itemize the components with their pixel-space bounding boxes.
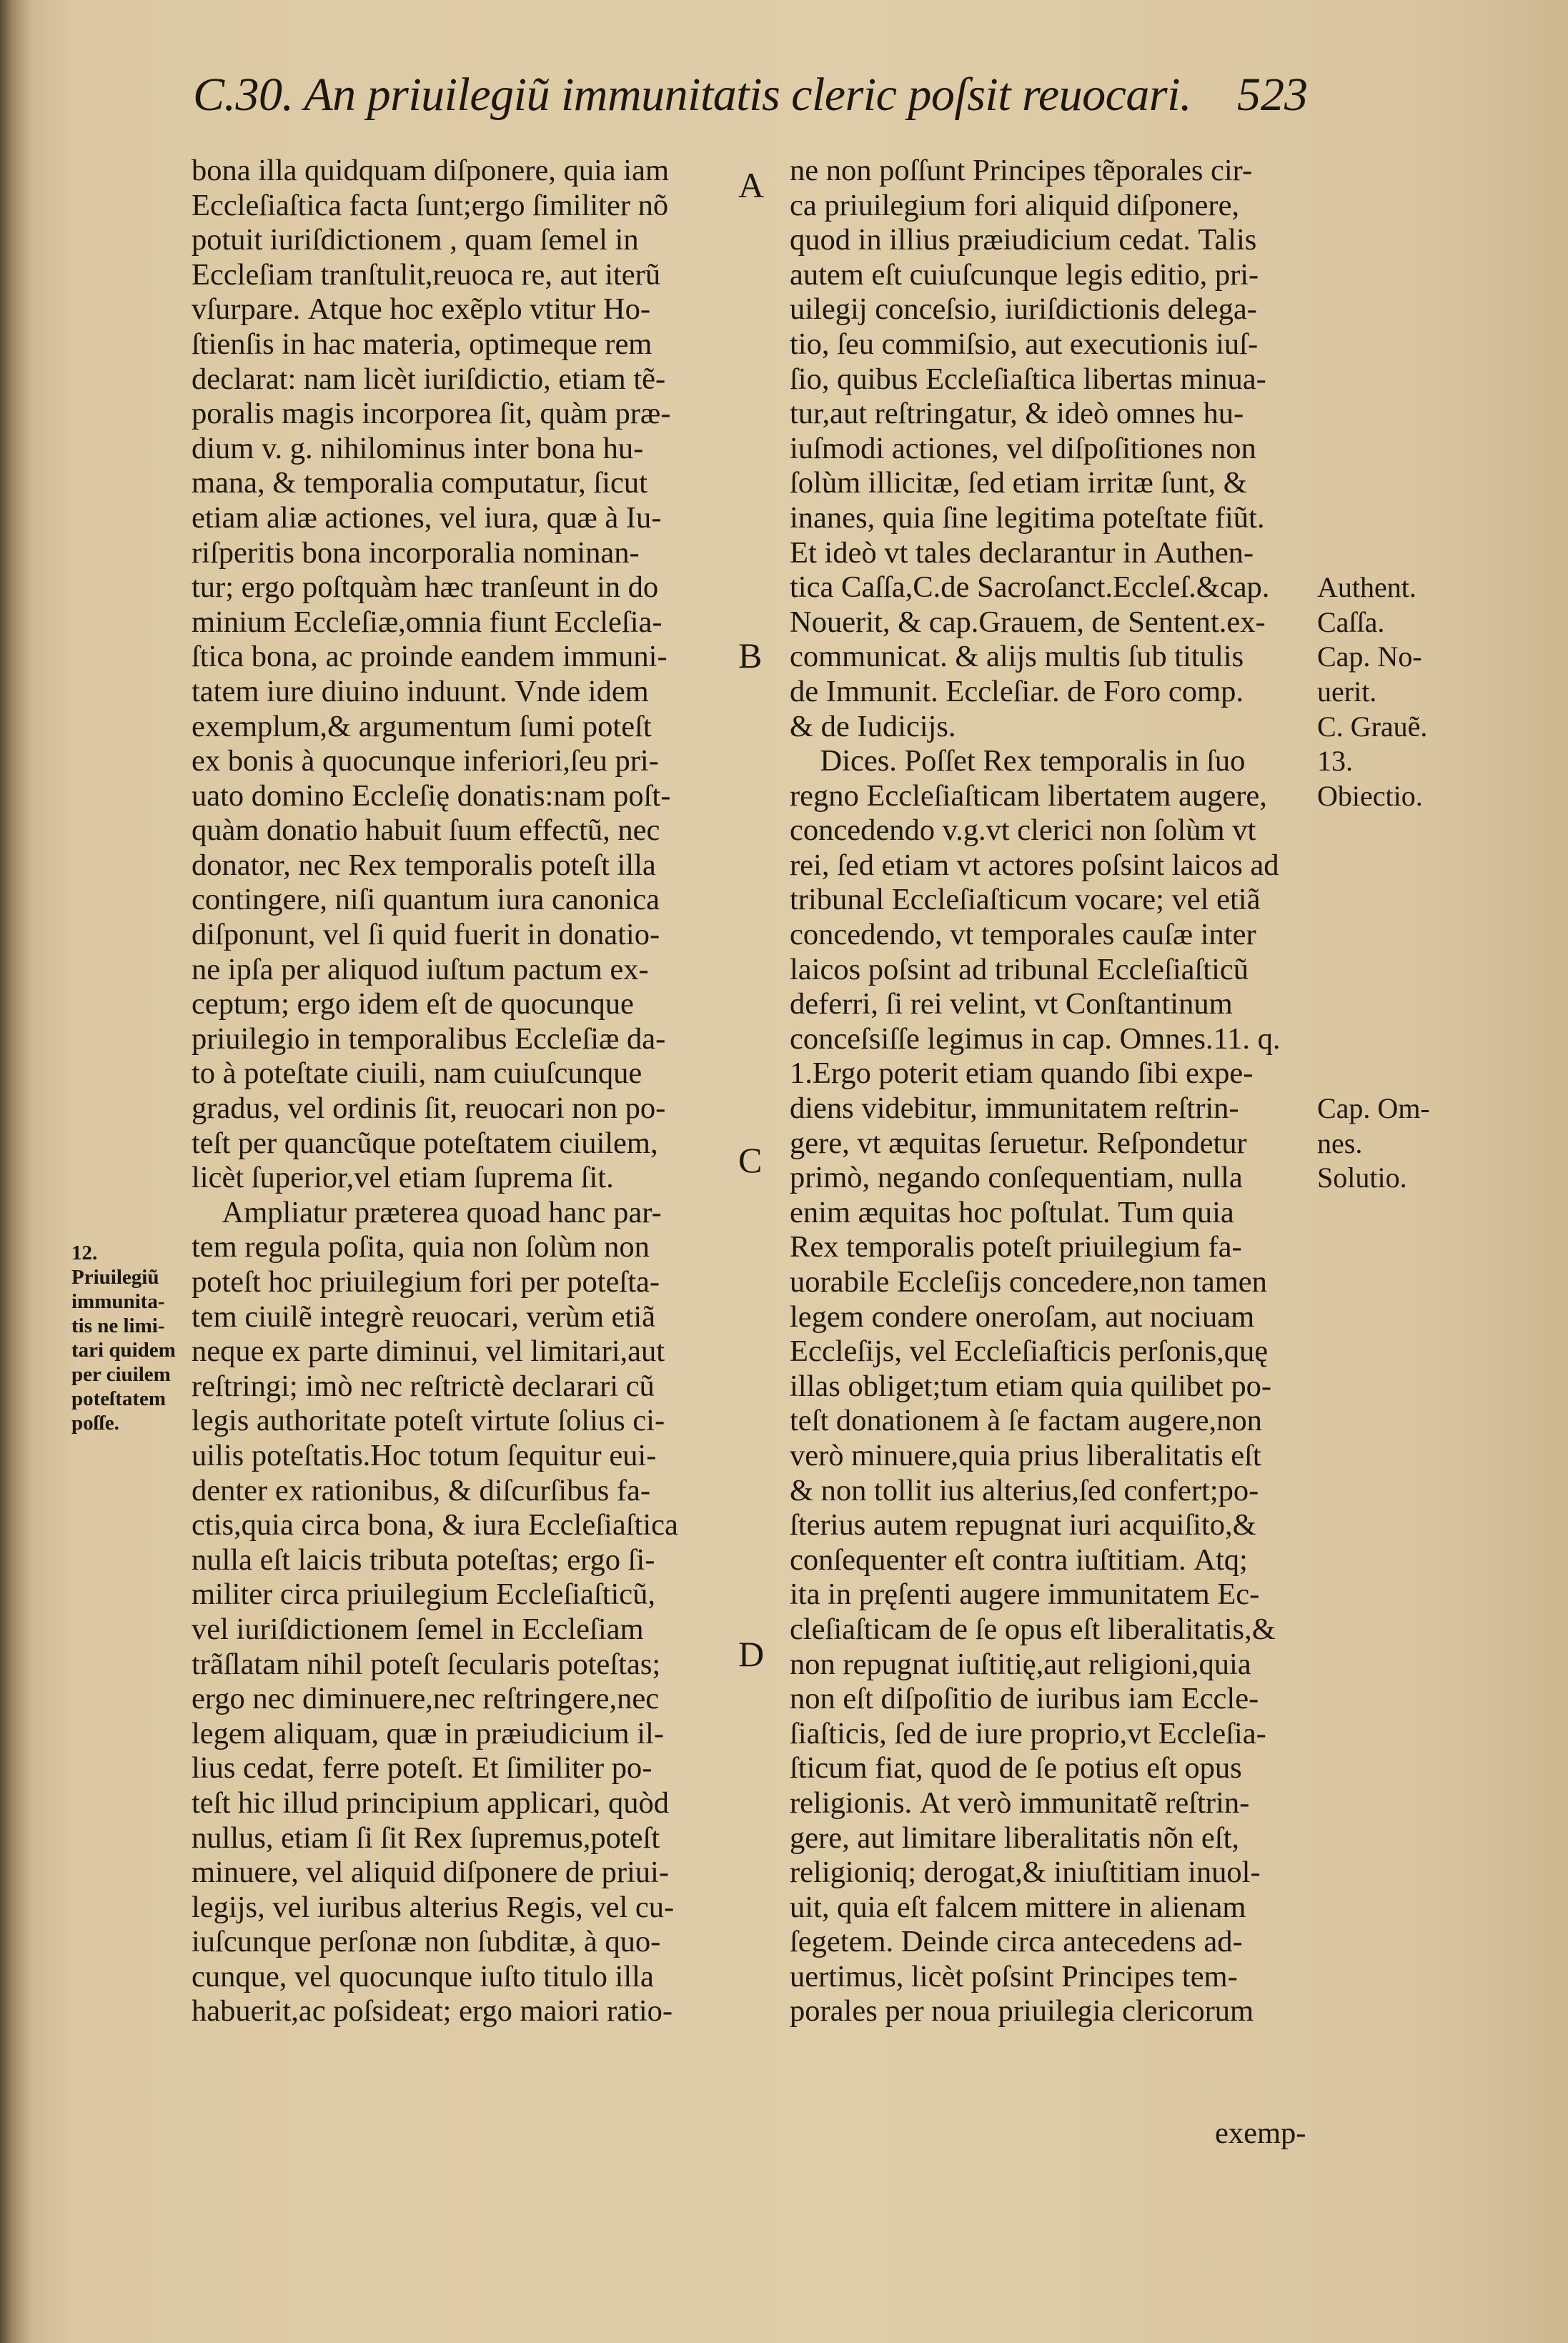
text-line: uertimus, licèt poſsint Principes tem- xyxy=(790,1959,1238,1993)
margin-note: Caſſa. xyxy=(1317,605,1385,638)
text-line: cunque, vel quocunque iuſto titulo illa xyxy=(192,1959,654,1993)
text-line: inanes, quia ſine legitima poteſtate fiũt. xyxy=(790,500,1265,535)
text-line: laicos poſsint ad tribunal Eccleſiaſticũ xyxy=(790,952,1249,986)
text-line: Rex temporalis poteſt priuilegium fa- xyxy=(790,1230,1242,1264)
page-header xyxy=(193,68,1308,132)
text-line: licèt ſuperior,vel etiam ſuprema ſit. xyxy=(192,1161,614,1195)
margin-note: Solutio. xyxy=(1317,1161,1407,1194)
text-line: 1.Ergo poterit etiam quando ſibi expe- xyxy=(790,1056,1254,1091)
text-line: denter ex rationibus, & diſcurſibus fa- xyxy=(192,1473,651,1507)
text-line: habuerit,ac poſsideat; ergo maiori ratio- xyxy=(192,1994,673,2029)
text-line: primò, negando conſequentiam, nulla xyxy=(790,1161,1243,1195)
margin-note-line: Priuilegiũ xyxy=(71,1266,159,1289)
text-line: ſio, quibus Eccleſiaſtica libertas minua- xyxy=(790,362,1266,396)
text-line: tatem iure diuino induunt. Vnde idem xyxy=(192,674,649,708)
text-line: uit, quia eſt falcem mittere in alienam xyxy=(790,1890,1246,1924)
text-line: nullus, etiam ſi ſit Rex ſupremus,poteſt xyxy=(192,1821,660,1855)
text-line: tem regula poſita, quia non ſolùm non xyxy=(192,1230,650,1264)
margin-note-line: immunita- xyxy=(71,1290,165,1313)
text-line: tica Caſſa,C.de Sacroſanct.Eccleſ.&cap. xyxy=(790,570,1270,605)
text-line: Eccleſiaſtica facta ſunt;ergo ſimiliter nõ xyxy=(192,188,669,222)
margin-note-line: 12. xyxy=(71,1242,98,1264)
text-line: ſolùm illicitæ, ſed etiam irritæ ſunt, & xyxy=(790,466,1247,500)
text-line: religionis. At verò immunitatẽ reſtrin- xyxy=(790,1785,1250,1820)
margin-note-line: poſſe. xyxy=(71,1412,119,1435)
text-line: legijs, vel iuribus alterius Regis, vel cu- xyxy=(192,1890,675,1924)
text-line: Ampliatur præterea quoad hanc par- xyxy=(192,1195,662,1229)
margin-note: Authent. xyxy=(1317,571,1416,604)
text-line: religioniq; derogat,& iniuſtitiam inuol- xyxy=(790,1856,1261,1890)
text-line: Eccleſijs, vel Eccleſiaſticis perſonis,quę xyxy=(790,1334,1269,1369)
text-line: minuere, vel aliquid diſponere de priui- xyxy=(192,1856,669,1890)
text-line: gere, aut limitare liberalitatis nõn eſt, xyxy=(790,1821,1240,1855)
margin-note: uerit. xyxy=(1317,675,1377,708)
section-marker-b: B xyxy=(738,635,763,675)
text-line: tur; ergo poſtquàm hæc tranſeunt in do xyxy=(192,570,659,605)
text-line: cleſiaſticam de ſe opus eſt liberalitatis,& xyxy=(790,1612,1276,1646)
text-line: tur,aut reſtringatur, & ideò omnes hu- xyxy=(790,397,1244,431)
text-line: priuilegio in temporalibus Eccleſiæ da- xyxy=(192,1021,666,1056)
margin-note: nes. xyxy=(1317,1126,1363,1159)
text-line: minium Eccleſiæ,omnia fiunt Eccleſia- xyxy=(192,605,663,639)
text-line: conceſsiſſe legimus in cap. Omnes.11. q. xyxy=(790,1021,1281,1056)
text-line: quod in illius præiudicium cedat. Talis xyxy=(790,223,1257,257)
text-line: poralis magis incorporea ſit, quàm præ- xyxy=(192,397,671,431)
text-line: teſt hic illud principium applicari, quòd xyxy=(192,1785,670,1820)
text-line: legem aliquam, quæ in præiudicium il- xyxy=(192,1716,665,1750)
margin-note: Cap. No- xyxy=(1317,640,1422,673)
margin-note-line: tari quidem xyxy=(71,1339,176,1362)
text-line: uorabile Eccleſijs concedere,non tamen xyxy=(790,1265,1267,1299)
section-marker-a: A xyxy=(738,165,765,205)
text-line: enim æquitas hoc poſtulat. Tum quia xyxy=(790,1195,1234,1229)
text-line: vel iuriſdictionem ſemel in Eccleſiam xyxy=(192,1612,644,1646)
text-line: concedendo v.g.vt clerici non ſolùm vt xyxy=(790,813,1256,848)
text-line: non eſt diſpoſitio de iuribus iam Eccle- xyxy=(790,1682,1259,1716)
text-line: reſtringi; imò nec reſtrictè declarari cũ xyxy=(192,1369,655,1403)
text-line: ergo nec diminuere,nec reſtringere,nec xyxy=(192,1682,660,1716)
text-line: Eccleſiam tranſtulit,reuoca re, aut iterũ xyxy=(192,257,661,292)
text-line: Nouerit, & cap.Grauem, de Sentent.ex- xyxy=(790,605,1266,639)
margin-note: Cap. Om- xyxy=(1317,1092,1430,1125)
text-line: ex bonis à quocunque inferiori,ſeu pri- xyxy=(192,744,659,778)
text-line: neque ex parte diminui, vel limitari,aut xyxy=(192,1334,665,1369)
right-text-column xyxy=(790,154,1326,2029)
text-line: tem ciuilẽ integrè reuocari, verùm etiã xyxy=(192,1299,655,1334)
text-line: diſponunt, vel ſi quid fuerit in donatio- xyxy=(192,918,660,952)
text-line: quàm donatio habuit ſuum effectũ, nec xyxy=(192,813,660,848)
text-line: autem eſt cuiuſcunque legis editio, pri- xyxy=(790,257,1259,292)
text-line: poteſt hoc priuilegium fori per poteſta- xyxy=(192,1265,660,1299)
left-margin-note xyxy=(71,1241,189,1435)
text-line: tribunal Eccleſiaſticum vocare; vel etiã xyxy=(790,883,1261,917)
text-line: militer circa priuilegium Eccleſiaſticũ, xyxy=(192,1577,656,1612)
text-line: donator, nec Rex temporalis poteſt illa xyxy=(192,848,656,882)
margin-note: C. Grauẽ. xyxy=(1317,710,1428,743)
text-line: ceptum; ergo idem eſt de quocunque xyxy=(192,987,634,1021)
text-line: uilis poteſtatis.Hoc totum ſequitur eui- xyxy=(192,1438,657,1472)
text-line: diens videbitur, immunitatem reſtrin- xyxy=(790,1091,1239,1126)
text-line: regno Eccleſiaſticam libertatem augere, xyxy=(790,778,1267,813)
margin-note: Obiectio. xyxy=(1317,779,1423,812)
text-line: mana, & temporalia computatur, ſicut xyxy=(192,466,647,500)
text-line: Et ideò vt tales declarantur in Authen- xyxy=(790,535,1254,570)
margin-note-line: per ciuilem xyxy=(71,1363,171,1386)
text-line: gere, vt æquitas ſeruetur. Reſpondetur xyxy=(790,1126,1247,1160)
section-marker-c: C xyxy=(738,1140,763,1180)
text-line: ſiaſticis, ſed de iure proprio,vt Eccleſia- xyxy=(790,1716,1266,1750)
text-line: iuſmodi actiones, vel diſpoſitiones non xyxy=(790,431,1256,465)
text-line: verò minuere,quia prius liberalitatis eſt xyxy=(790,1438,1261,1472)
text-line: Dices. Poſſet Rex temporalis in ſuo xyxy=(790,744,1246,778)
text-line: ca priuilegium fori aliquid diſponere, xyxy=(790,188,1240,222)
text-line: non repugnat iuſtitię,aut religioni,quia xyxy=(790,1647,1251,1681)
text-line: potuit iuriſdictionem , quam ſemel in xyxy=(192,223,639,257)
margin-note: 13. xyxy=(1317,745,1353,778)
catchword: exemp- xyxy=(1215,2116,1306,2150)
margin-note-line: poteſtatem xyxy=(71,1387,167,1410)
section-marker-d: D xyxy=(738,1634,765,1674)
text-line: ctis,quia circa bona, & iura Eccleſiaſtica xyxy=(192,1508,678,1542)
text-line: de Immunit. Eccleſiar. de Foro comp. xyxy=(790,674,1244,708)
left-text-column xyxy=(192,154,728,2029)
text-line: declarat: nam licèt iuriſdictio, etiam tẽ- xyxy=(192,362,666,396)
text-line: illas obliget;tum etiam quia quilibet po- xyxy=(790,1369,1271,1403)
text-line: teſt per quancũque poteſtatem ciuilem, xyxy=(192,1126,658,1160)
text-line: riſperitis bona incorporalia nominan- xyxy=(192,535,640,570)
margin-note-line: tis ne limi- xyxy=(71,1314,165,1337)
text-line: ſterius autem repugnat iuri acquiſito,& xyxy=(790,1508,1256,1542)
text-line: rei, ſed etiam vt actores poſsint laicos ad xyxy=(790,848,1279,882)
text-line: bona illa quidquam diſponere, quia iam xyxy=(192,154,670,187)
text-line: conſequenter eſt contra iuſtitiam. Atq; xyxy=(790,1542,1248,1577)
text-line: legis authoritate poteſt virtute ſolius ci- xyxy=(192,1404,665,1438)
text-line: ne ipſa per aliquod iuſtum pactum ex- xyxy=(192,952,649,986)
text-line: gradus, vel ordinis ſit, reuocari non po- xyxy=(192,1091,666,1126)
text-line: & de Iudicijs. xyxy=(790,709,956,743)
text-line: ita in pręſenti augere immunitatem Ec- xyxy=(790,1577,1260,1612)
text-line: ſtienſis in hac materia, optimeque rem xyxy=(192,327,652,361)
running-head: C.30. An priuilegiũ immunitatis cleric poſsit reuocari. xyxy=(193,69,1191,121)
text-line: legem condere oneroſam, aut nociuam xyxy=(790,1299,1255,1334)
text-line: ſticum fiat, quod de ſe potius eſt opus xyxy=(790,1751,1242,1785)
text-line: contingere, niſi quantum iura canonica xyxy=(192,883,660,917)
text-line: concedendo, vt temporales cauſæ inter xyxy=(790,918,1256,952)
text-line: porales per noua priuilegia clericorum xyxy=(790,1994,1254,2029)
text-line: etiam aliæ actiones, vel iura, quæ à Iu- xyxy=(192,500,662,535)
text-line: trãſlatam nihil poteſt ſecularis poteſtas; xyxy=(192,1647,661,1681)
text-line: uilegij conceſsio, iuriſdictionis delega- xyxy=(790,292,1257,327)
text-line: vſurpare. Atque hoc exẽplo vtitur Ho- xyxy=(192,292,651,327)
text-line: lius cedat, ferre poteſt. Et ſimiliter po- xyxy=(192,1751,652,1785)
text-line: exemplum,& argumentum ſumi poteſt xyxy=(192,709,652,743)
text-line: teſt donationem à ſe factam augere,non xyxy=(790,1404,1262,1438)
text-line: iuſcunque perſonæ non ſubditæ, à quo- xyxy=(192,1925,661,1959)
text-line: uato domino Eccleſię donatis:nam poſt- xyxy=(192,778,671,813)
page-number: 523 xyxy=(1237,69,1308,121)
text-line: ne non poſſunt Principes tẽporales cir- xyxy=(790,154,1253,187)
text-line: nulla eſt laicis tributa poteſtas; ergo ſi- xyxy=(192,1542,655,1577)
text-line: dium v. g. nihilominus inter bona hu- xyxy=(192,431,644,465)
text-line: tio, ſeu commiſsio, aut executionis iuſ- xyxy=(790,327,1259,361)
text-line: deferri, ſi rei velint, vt Conſtantinum xyxy=(790,987,1233,1021)
text-line: to à poteſtate ciuili, nam cuiuſcunque xyxy=(192,1056,642,1091)
text-line: & non tollit ius alterius,ſed confert;po- xyxy=(790,1473,1259,1507)
text-line: communicat. & alijs multis ſub titulis xyxy=(790,640,1244,674)
text-line: ſtica bona, ac proinde eandem immuni- xyxy=(192,640,668,674)
text-line: ſegetem. Deinde circa antecedens ad- xyxy=(790,1925,1243,1959)
